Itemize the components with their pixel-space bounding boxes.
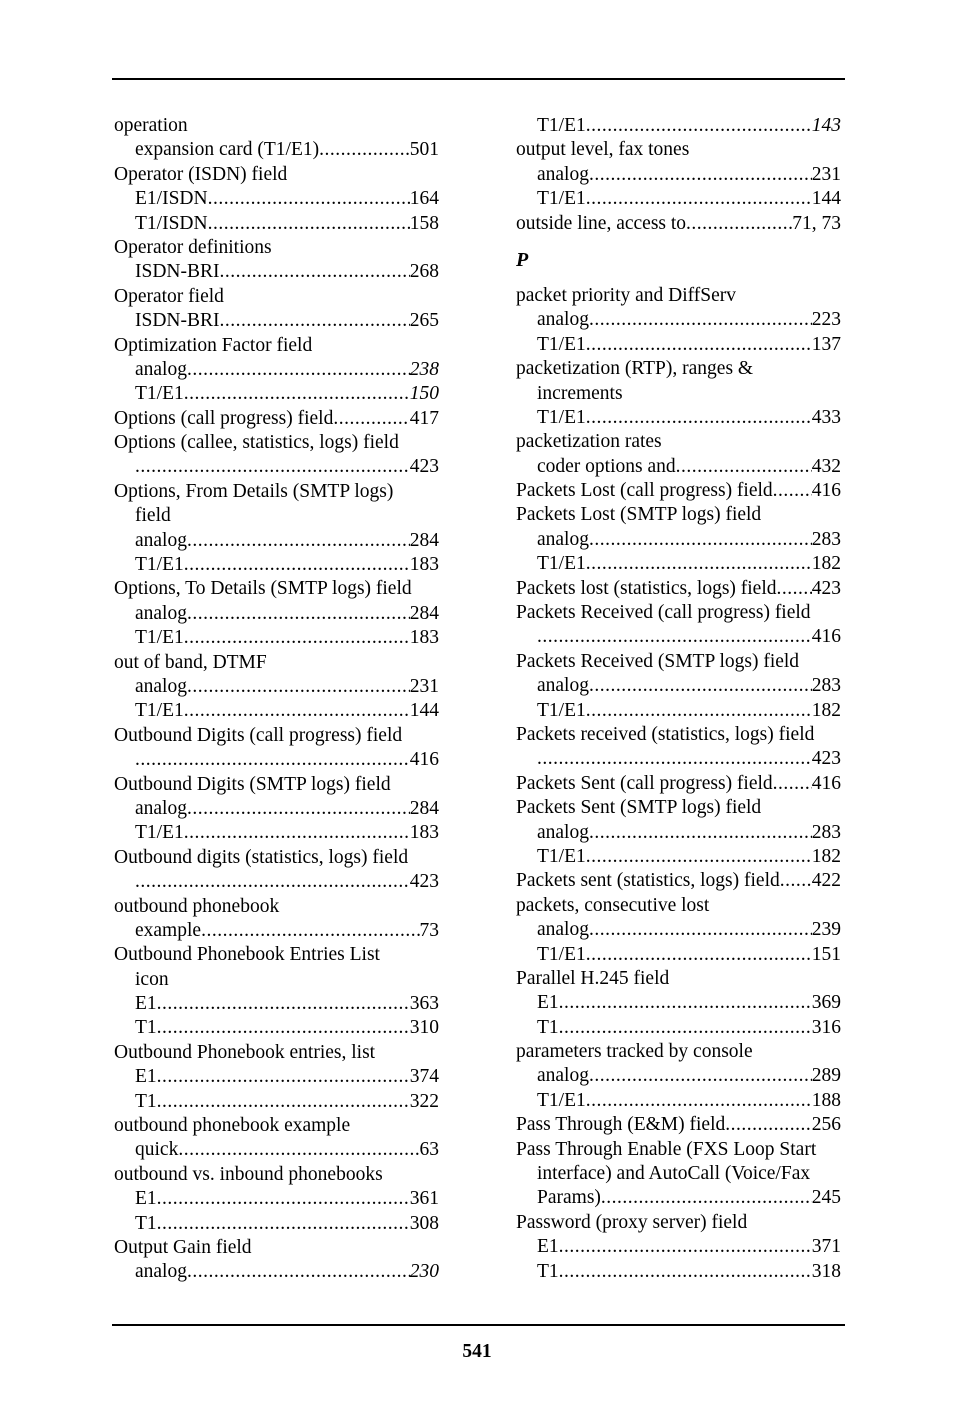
index-subentry	[114, 358, 439, 382]
index-entry-text: E1	[135, 993, 157, 1015]
index-entry	[516, 212, 841, 236]
index-page-ref: 283	[811, 675, 841, 697]
dot-leader	[676, 455, 812, 479]
index-entry-text: E1	[537, 1236, 559, 1258]
dot-leader	[187, 358, 410, 382]
index-entry-text: example	[135, 919, 202, 941]
index-entry-text: T1/E1	[537, 845, 586, 867]
index-entry: operation	[114, 115, 188, 136]
index-subentry	[516, 455, 841, 479]
dot-leader	[184, 553, 410, 577]
dot-leader	[559, 1016, 812, 1040]
index-entry: Optimization Factor field	[114, 334, 313, 356]
index-entry-text: Packets sent (statistics, logs) field	[516, 870, 780, 892]
index-subentry	[516, 674, 841, 698]
header-rule	[112, 78, 845, 80]
index-subentry	[114, 626, 439, 650]
dot-leader	[187, 529, 410, 553]
index-page-ref: 289	[811, 1065, 841, 1087]
index-entry-text: T1/ISDN	[135, 212, 208, 234]
index-entry-text: Packets lost (statistics, logs) field	[516, 577, 777, 599]
index-subentry	[114, 1016, 439, 1040]
dot-leader	[157, 1065, 410, 1089]
dot-leader	[208, 187, 410, 211]
index-page-ref: 231	[811, 163, 841, 185]
index-entry-text: T1/E1	[135, 700, 184, 722]
index-page-ref: 182	[811, 699, 841, 721]
index-page-ref: 416	[811, 772, 841, 794]
index-subentry	[114, 1090, 439, 1114]
index-subentry: icon	[135, 968, 169, 990]
index-page-ref: 182	[811, 845, 841, 867]
index-entry: Packets Lost (SMTP logs) field	[516, 504, 762, 526]
index-page-ref: 363	[409, 993, 439, 1015]
index-entry: packetization rates	[516, 431, 662, 453]
index-entry-text: analog	[537, 821, 589, 843]
dot-leader	[589, 163, 812, 187]
index-page-ref: 432	[811, 455, 841, 477]
dot-leader	[773, 479, 812, 503]
dot-leader	[333, 407, 409, 431]
index-subentry	[114, 821, 439, 845]
index-page-ref: 416	[811, 480, 841, 502]
index-entry-text: E1	[537, 992, 559, 1014]
index-subentry	[516, 163, 841, 187]
index-page-ref: 223	[811, 309, 841, 331]
dot-leader	[586, 406, 812, 430]
dot-leader	[780, 869, 812, 893]
index-page-ref: 188	[811, 1089, 841, 1111]
index-page-ref: 417	[409, 407, 439, 429]
dot-leader	[208, 212, 410, 236]
index-subentry	[114, 553, 439, 577]
index-entry: packetization (RTP), ranges &	[516, 358, 754, 380]
dot-leader	[725, 1113, 812, 1137]
dot-leader	[187, 797, 410, 821]
dot-leader	[586, 699, 812, 723]
index-page-ref: 433	[811, 406, 841, 428]
index-entry-text: expansion card (T1/E1)	[135, 139, 320, 161]
index-entry-text: T1/E1	[135, 554, 184, 576]
dot-leader	[537, 747, 812, 771]
index-page-ref: 423	[409, 871, 439, 893]
index-entry: Operator definitions	[114, 236, 272, 258]
index-entry-text: Options (call progress) field	[114, 407, 334, 429]
index-entry: outbound vs. inbound phonebooks	[114, 1163, 383, 1185]
index-page-ref: 73	[419, 919, 439, 941]
index-subentry: interface) and AutoCall (Voice/Fax	[537, 1163, 811, 1185]
dot-leader	[187, 602, 410, 626]
index-entry: Packets received (statistics, logs) field	[516, 723, 815, 745]
index-subentry	[114, 992, 439, 1016]
index-entry-text: analog	[537, 163, 589, 185]
dot-leader	[589, 1064, 812, 1088]
dot-leader	[586, 845, 812, 869]
index-page-ref: 71, 73	[792, 212, 841, 234]
dot-leader	[537, 625, 812, 649]
index-entry-text: analog	[537, 919, 589, 941]
index-subentry	[114, 309, 439, 333]
index-entry: Packets Received (call progress) field	[516, 602, 811, 624]
index-entry: Parallel H.245 field	[516, 967, 670, 989]
index-subentry	[114, 455, 439, 479]
index-subentry	[516, 845, 841, 869]
index-entry-text: analog	[135, 675, 187, 697]
index-entry: outbound phonebook	[114, 895, 280, 917]
index-subentry	[516, 821, 841, 845]
index-page-ref: 230	[409, 1261, 439, 1283]
index-entry: Operator field	[114, 285, 224, 307]
index-subentry	[516, 187, 841, 211]
dot-leader	[178, 1138, 419, 1162]
index-page-ref: 239	[811, 919, 841, 941]
index-page-ref: 144	[811, 188, 841, 210]
index-entry-text: analog	[135, 358, 187, 380]
index-subentry	[114, 748, 439, 772]
dot-leader	[559, 1260, 812, 1284]
index-subentry	[516, 1089, 841, 1113]
index-entry: Options, To Details (SMTP logs) field	[114, 578, 412, 600]
dot-leader	[586, 333, 812, 357]
dot-leader	[586, 1089, 812, 1113]
index-entry-text: E1	[135, 1066, 157, 1088]
index-subentry	[114, 870, 439, 894]
index-subentry	[114, 602, 439, 626]
index-entry: Options, From Details (SMTP logs)	[114, 480, 394, 502]
dot-leader	[586, 187, 812, 211]
dot-leader	[135, 748, 410, 772]
index-subentry	[114, 1065, 439, 1089]
index-subentry	[114, 1187, 439, 1211]
dot-leader	[157, 1090, 410, 1114]
index-page-ref: 137	[811, 333, 841, 355]
dot-leader	[184, 382, 410, 406]
index-entry: Packets Sent (SMTP logs) field	[516, 797, 762, 819]
index-entry: packets, consecutive lost	[516, 894, 710, 916]
index-entry-text: analog	[537, 528, 589, 550]
index-subentry: increments	[537, 382, 623, 404]
dot-leader	[319, 138, 410, 162]
index-page-ref: 183	[409, 822, 439, 844]
index-entry	[516, 869, 841, 893]
index-subentry	[114, 529, 439, 553]
dot-leader	[220, 260, 410, 284]
index-entry-text: T1	[537, 1016, 559, 1038]
index-page-ref: 256	[811, 1114, 841, 1136]
dot-leader	[201, 919, 419, 943]
index-entry: Outbound digits (statistics, logs) field	[114, 846, 409, 868]
dot-leader	[773, 772, 812, 796]
dot-leader	[586, 114, 812, 138]
index-entry	[516, 772, 841, 796]
index-subentry	[516, 1064, 841, 1088]
index-subentry	[114, 138, 439, 162]
dot-leader	[559, 991, 812, 1015]
index-page-ref: 151	[811, 943, 841, 965]
index-subentry	[114, 699, 439, 723]
index-page-ref: 183	[409, 554, 439, 576]
index-subentry	[516, 747, 841, 771]
dot-leader	[157, 992, 410, 1016]
dot-leader	[157, 1016, 410, 1040]
index-entry	[516, 577, 841, 601]
index-entry-text: T1/E1	[537, 406, 586, 428]
index-entry-text: T1/E1	[135, 822, 184, 844]
footer-rule	[112, 1324, 845, 1326]
index-page-ref: 423	[811, 748, 841, 770]
index-subentry	[114, 797, 439, 821]
index-subentry	[516, 1260, 841, 1284]
index-entry-text: T1/E1	[537, 333, 586, 355]
dot-leader	[589, 918, 812, 942]
index-entry-text: T1/E1	[537, 699, 586, 721]
index-entry	[114, 407, 439, 431]
dot-leader	[686, 212, 792, 236]
index-entry-text: ISDN-BRI	[135, 310, 220, 332]
dot-leader	[187, 1260, 410, 1284]
page-number: 541	[462, 1341, 492, 1362]
index-page-ref: 284	[409, 602, 439, 624]
index-page-ref: 374	[409, 1066, 439, 1088]
index-page-ref: 63	[419, 1139, 439, 1161]
index-entry: Outbound Digits (SMTP logs) field	[114, 773, 391, 795]
index-entry-text: ISDN-BRI	[135, 261, 220, 283]
dot-leader	[586, 943, 812, 967]
index-page-ref: 422	[811, 870, 841, 892]
index-entry-text: outside line, access to	[516, 212, 687, 234]
index-entry-text: T1	[135, 1017, 157, 1039]
dot-leader	[589, 308, 812, 332]
dot-leader	[135, 455, 410, 479]
index-column-right	[516, 114, 841, 1284]
index-subentry	[516, 1186, 841, 1210]
index-entry: outbound phonebook example	[114, 1115, 351, 1137]
index-subentry	[114, 260, 439, 284]
index-page-ref: 231	[409, 675, 439, 697]
dot-leader	[184, 821, 410, 845]
dot-leader	[157, 1187, 410, 1211]
index-subentry	[114, 675, 439, 699]
index-entry-text: quick	[135, 1139, 179, 1161]
index-subentry	[114, 919, 439, 943]
index-entry-text: analog	[135, 529, 187, 551]
dot-leader	[586, 552, 812, 576]
index-entry	[516, 1113, 841, 1137]
index-entry-text: analog	[537, 675, 589, 697]
index-entry: Outbound Phonebook entries, list	[114, 1041, 376, 1063]
index-entry: Options (callee, statistics, logs) field	[114, 432, 399, 454]
index-entry-text: T1/E1	[135, 383, 184, 405]
index-page-ref: 308	[409, 1212, 439, 1234]
index-entry: output level, fax tones	[516, 139, 690, 161]
index-entry: Outbound Phonebook Entries List	[114, 944, 380, 966]
index-subentry	[516, 991, 841, 1015]
index-page-ref: 423	[409, 456, 439, 478]
dot-leader	[184, 626, 410, 650]
index-subentry	[516, 943, 841, 967]
dot-leader	[220, 309, 410, 333]
index-subentry	[516, 114, 841, 138]
index-page-ref: 416	[409, 749, 439, 771]
index-page-ref: 284	[409, 529, 439, 551]
index-entry-text: Packets Sent (call progress) field	[516, 772, 773, 794]
index-entry-text: T1	[135, 1090, 157, 1112]
index-entry: packet priority and DiffServ	[516, 284, 737, 306]
dot-leader	[601, 1186, 812, 1210]
index-page-ref: 265	[409, 310, 439, 332]
index-page-ref: 318	[811, 1260, 841, 1282]
index-page-ref: 322	[409, 1090, 439, 1112]
index-page-ref: 283	[811, 821, 841, 843]
index-subentry	[516, 1016, 841, 1040]
index-entry-text: Pass Through (E&M) field	[516, 1114, 726, 1136]
index-entry: parameters tracked by console	[516, 1041, 753, 1063]
index-entry: Pass Through Enable (FXS Loop Start	[516, 1138, 817, 1160]
index-entry: Packets Received (SMTP logs) field	[516, 650, 800, 672]
index-subentry	[516, 552, 841, 576]
index-entry: Output Gain field	[114, 1236, 252, 1258]
dot-leader	[135, 870, 410, 894]
index-page-ref: 283	[811, 528, 841, 550]
index-entry-text: analog	[537, 1065, 589, 1087]
index-entry-text: analog	[537, 309, 589, 331]
index-entry-text: T1	[537, 1260, 559, 1282]
index-subentry	[516, 918, 841, 942]
dot-leader	[187, 675, 410, 699]
index-entry: out of band, DTMF	[114, 651, 267, 673]
dot-leader	[157, 1212, 410, 1236]
index-entry: Operator (ISDN) field	[114, 163, 288, 185]
index-entry-text: analog	[135, 602, 187, 624]
index-page-ref: 238	[409, 358, 439, 380]
index-entry: Password (proxy server) field	[516, 1211, 748, 1233]
index-entry-text: coder options and	[537, 455, 676, 477]
index-subentry	[516, 406, 841, 430]
index-subentry	[516, 1235, 841, 1259]
index-entry-text: T1/E1	[537, 1089, 586, 1111]
index-page-ref: 371	[811, 1236, 841, 1258]
index-page-ref: 268	[409, 261, 439, 283]
index-entry-text: T1/E1	[135, 627, 184, 649]
index-page-ref: 284	[409, 797, 439, 819]
index-page-ref: 150	[409, 383, 439, 405]
index-page-ref: 143	[811, 115, 841, 136]
index-entry-text: T1/E1	[537, 188, 586, 210]
index-subentry	[114, 1138, 439, 1162]
index-subentry	[516, 528, 841, 552]
dot-leader	[777, 577, 812, 601]
index-page-ref: 423	[811, 577, 841, 599]
index-page-ref: 144	[409, 700, 439, 722]
index-subentry	[114, 1260, 439, 1284]
index-entry-text: analog	[135, 797, 187, 819]
index-subentry	[516, 625, 841, 649]
index-section-heading: P	[516, 248, 529, 271]
index-page-ref: 316	[811, 1016, 841, 1038]
index-column-left	[114, 114, 439, 1285]
index-page-ref: 164	[409, 188, 439, 210]
index-subentry	[516, 333, 841, 357]
index-subentry	[516, 308, 841, 332]
index-entry: Outbound Digits (call progress) field	[114, 724, 403, 746]
index-entry	[516, 479, 841, 503]
index-page-ref: 183	[409, 627, 439, 649]
index-entry-text: T1/E1	[537, 115, 586, 136]
index-entry-text: T1	[135, 1212, 157, 1234]
index-page-ref: 416	[811, 626, 841, 648]
index-subentry	[114, 382, 439, 406]
index-entry-text: Packets Lost (call progress) field	[516, 480, 773, 502]
dot-leader	[589, 528, 812, 552]
dot-leader	[184, 699, 410, 723]
index-page-ref: 369	[811, 992, 841, 1014]
index-page-ref: 361	[409, 1188, 439, 1210]
dot-leader	[589, 674, 812, 698]
index-page-ref: 245	[811, 1187, 841, 1209]
index-page-ref: 158	[409, 212, 439, 234]
index-subentry: field	[135, 505, 171, 527]
dot-leader	[589, 821, 812, 845]
index-page-ref: 182	[811, 553, 841, 575]
index-entry-text: E1/ISDN	[135, 188, 208, 210]
index-entry-text: E1	[135, 1188, 157, 1210]
index-subentry	[516, 699, 841, 723]
index-entry-text: Params)	[537, 1187, 601, 1209]
index-subentry	[114, 187, 439, 211]
index-entry-text: T1/E1	[537, 553, 586, 575]
index-subentry	[114, 1212, 439, 1236]
index-page-ref: 310	[409, 1017, 439, 1039]
index-subentry	[114, 212, 439, 236]
index-entry-text: analog	[135, 1261, 187, 1283]
dot-leader	[559, 1235, 812, 1259]
index-entry-text: T1/E1	[537, 943, 586, 965]
index-page-ref: 501	[409, 139, 439, 161]
